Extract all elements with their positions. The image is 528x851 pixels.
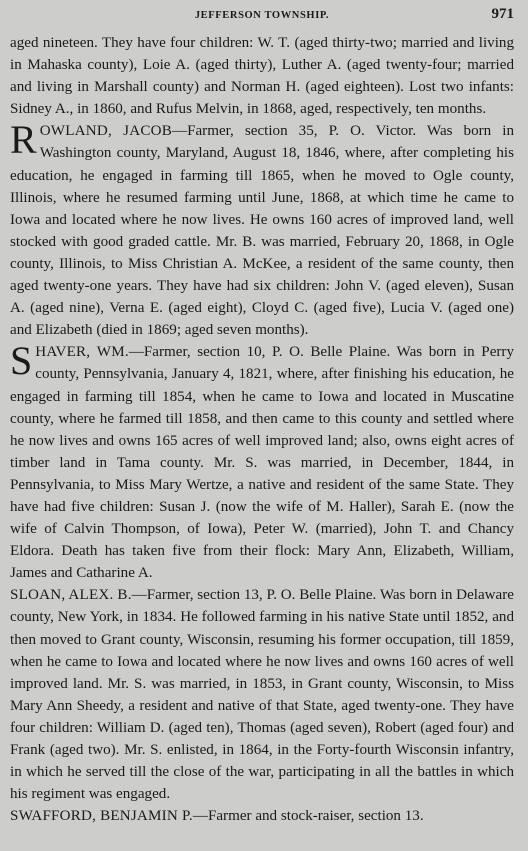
entry-rowland xyxy=(10,117,514,341)
entry-swafford xyxy=(10,805,514,827)
entry-name: SLOAN, ALEX. B. xyxy=(10,587,132,604)
drop-cap: S xyxy=(10,338,33,384)
entry-name: SWAFFORD, BENJAMIN P. xyxy=(10,808,193,825)
entry-name: HAVER, WM. xyxy=(35,344,129,361)
entry-sloan xyxy=(10,584,514,805)
intro-paragraph: aged nineteen. They have four children: W. T. (aged thirty-two; married and living in Mahaska county), Loie A. (aged thirty), Luther A. (aged twenty-four; married and living in Marshall county) and Norman H. (aged eighteen). Lost two infants: Sidney A., in 1860, and Rufus Melvin, in 1868, aged, respectively, ten months. xyxy=(10,35,514,118)
page-body xyxy=(10,32,514,827)
entry-body: —Farmer and stock-raiser, section 13. xyxy=(192,808,424,825)
page-number: 971 xyxy=(491,6,514,22)
drop-cap: R xyxy=(10,117,37,163)
entry-body: —Farmer, section 13, P. O. Belle Plaine. Was born in Delaware county, New York, in 1834. He followed farming in his native State until 1852, and then moved to Grant county, Wisconsin, resuming his former occupation, till 1859, when he came to Iowa and located where he now lives and owns 160 acres of well improved land. Mr. S. was married, in 1853, in Grant county, Wisconsin, to Miss Mary Ann Sheedy, a resident and native of that State, aged twenty-one. They have four children: William D. (aged ten), Thomas (aged seven), Robert (aged four) and Frank (aged two). Mr. S. enlisted, in 1864, in the Forty-fourth Wisconsin infantry, in which he served till the close of the war, participating in all the battles in which his regiment was engaged. xyxy=(10,587,514,803)
running-title: JEFFERSON TOWNSHIP. xyxy=(194,10,330,21)
entry-name: OWLAND, JACOB xyxy=(39,123,172,140)
entry-body: —Farmer, section 35, P. O. Victor. Was born in Washington county, Maryland, August 18, 1846, where, after completing his education, he engaged in farming till 1865, when he moved to Ogle county, Illinois, where he resumed farming until June, 1868, at which time he came to Iowa and located where he now lives. He owns 160 acres of improved land, well stocked with good graded cattle. Mr. B. was married, February 20, 1868, in Ogle county, Illinois, to Miss Christian A. McKee, a resident of the same county, then aged twenty-one years. They have had six children: John V. (aged eleven), Susan A. (aged nine), Verna E. (aged eight), Cloyd C. (aged five), Lucia V. (aged one) and Elizabeth (died in 1869; aged seven months). xyxy=(10,123,514,339)
entry-shaver xyxy=(10,338,514,584)
page-header xyxy=(10,4,514,32)
entry-body: —Farmer, section 10, P. O. Belle Plaine. Was born in Perry county, Pennsylvania, January 4, 1821, where, after finishing his education, he engaged in farming till 1854, when he came to Iowa and located in Muscatine county, where he farmed till 1858, and then came to this county and settled where he now lives and owns 165 acres of well improved land; also, owns eight acres of timber land in Tama county. Mr. S. was married, in December, 1844, in Pennsylvania, to Miss Mary Wertze, a native and resident of the same State. They have had five children: Susan J. (now the wife of M. Haller), Sarah E. (now the wife of Calvin Thompson, of Iowa), Peter W. (married), John T. and Chancy Eldora. Death has taken five from their flock: Mary Ann, Elizabeth, William, James and Catharine A. xyxy=(10,344,514,582)
